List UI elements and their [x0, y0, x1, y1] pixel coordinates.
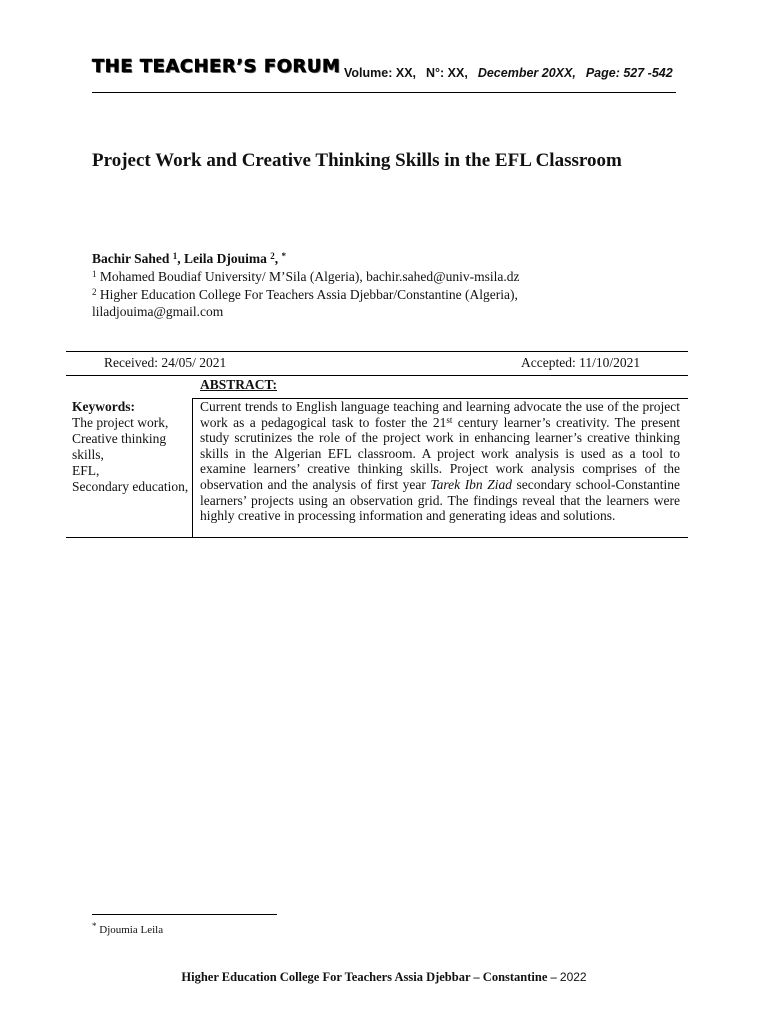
affiliation-2-email: liladjouima@gmail.com	[92, 304, 224, 319]
affiliation-1: $^1$ Mohamed Boudiaf University/ M’Sila (Algeria), bachir.sahed@univ-msila.dz	[92, 268, 520, 284]
volume: Volume: XX,	[344, 66, 417, 80]
author-1-affil: 1	[172, 250, 178, 261]
journal-logo: THE TEACHER’S FORUM	[92, 56, 341, 77]
header-divider	[92, 92, 676, 93]
page-footer: Higher Education College For Teachers Assia Djebbar – Constantine – 2022	[181, 970, 587, 984]
author-2: Leila Djouima	[184, 251, 267, 266]
keywords-block	[72, 399, 190, 495]
journal-header	[92, 54, 676, 94]
keyword-item: EFL,	[72, 463, 100, 478]
keywords-column-divider	[192, 398, 193, 537]
author-1: Bachir Sahed	[92, 251, 170, 266]
issue-number: N°: XX,	[426, 66, 468, 80]
issue-date: December 20XX,	[477, 66, 576, 80]
keyword-item: Creative thinking skills,	[72, 431, 167, 462]
dates-top-rule	[66, 351, 688, 352]
footnote-divider	[92, 914, 277, 915]
page-range: Page: 527 -542	[585, 66, 673, 80]
keywords-label: Keywords:	[72, 399, 135, 414]
abstract-heading: ABSTRACT:	[200, 377, 278, 392]
paper-title: Project Work and Creative Thinking Skills in the EFL Classroom	[92, 150, 622, 171]
received-date: Received: 24/05/ 2021	[104, 355, 227, 370]
footnote: * Djoumia Leila	[92, 920, 164, 936]
corresponding-mark: *	[281, 250, 287, 261]
abstract-body: Current trends to English language teaching and learning advocate the use of the project work as a pedagogical task to foster the 21st century learner’s creativity. The present study scrutinizes the role of the project work in enhancing learner’s creative thinking skills in the Algerian EFL classroom. A project work analysis is used as a tool to examine learners’ creative thinking skills. Project work analysis comprises of the observation and the analysis of first year Tarek Ibn Ziad secondary school-Constantine learners’ projects using an observation grid. The findings reveal that the learners were highly creative in processing information and generating ideas and solutions.	[200, 399, 681, 524]
author-2-affil: 2	[270, 250, 275, 261]
affiliation-2: $^2$ Higher Education College For Teachers Assia Djebbar/Constantine (Algeria),	[92, 286, 518, 302]
author-line: Bachir Sahed $^1$, Leila Djouima $^2$, *	[92, 250, 287, 266]
keyword-item: The project work,	[72, 415, 169, 430]
accepted-date: Accepted: 11/10/2021	[521, 355, 641, 370]
issue-info	[344, 66, 673, 80]
dates-bottom-rule	[66, 375, 688, 376]
keyword-item: Secondary education,	[72, 479, 189, 494]
abstract-bottom-rule	[66, 537, 688, 538]
